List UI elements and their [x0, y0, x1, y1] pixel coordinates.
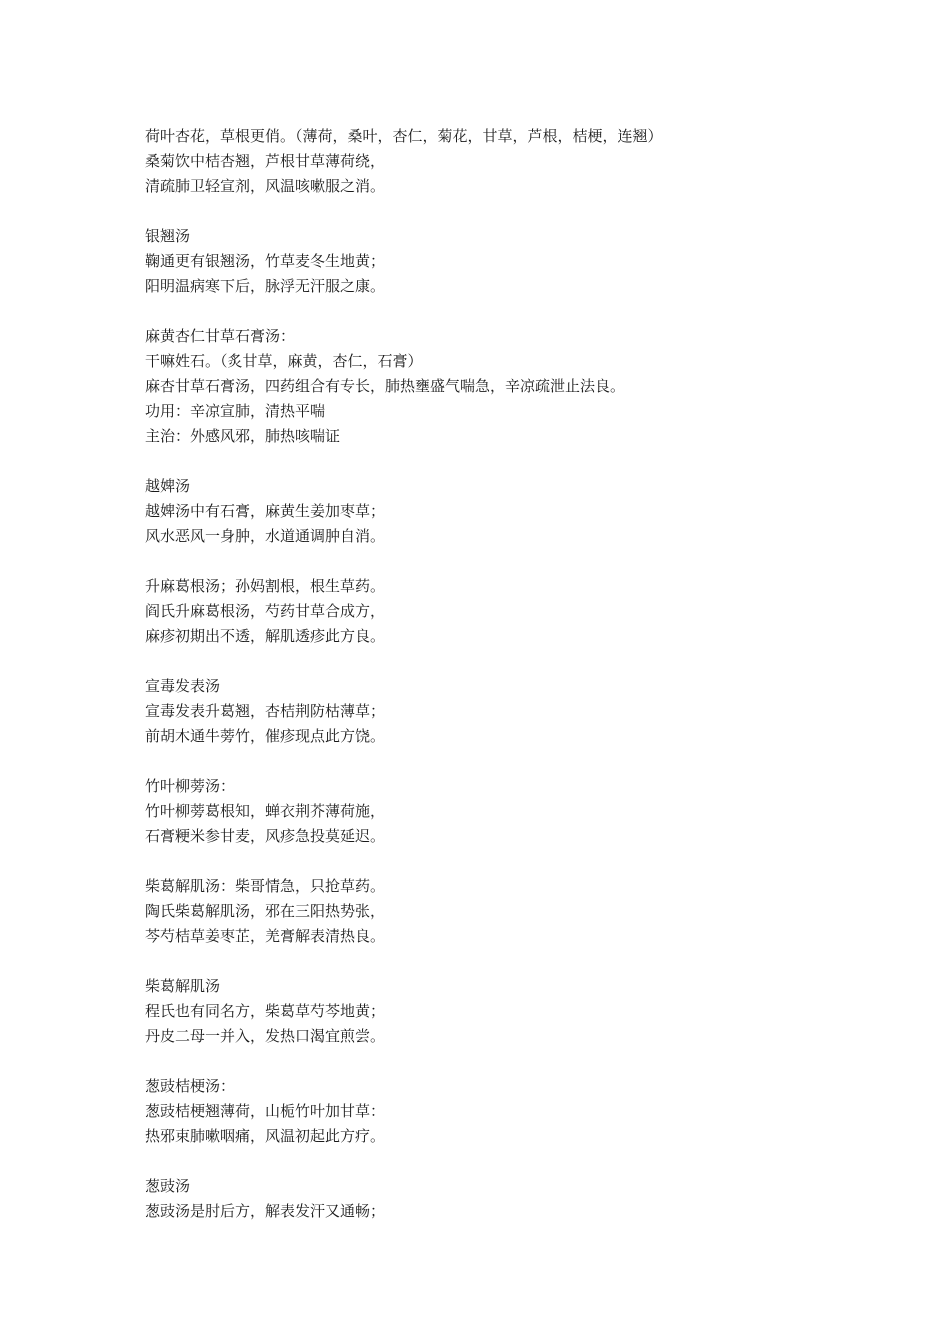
document-page	[145, 124, 925, 1249]
paragraph-maxing	[145, 324, 925, 449]
text-line: 宣毒发表升葛翘，杏桔荆防枯薄草；	[145, 702, 386, 720]
section-heading: 柴葛解肌汤	[145, 977, 221, 995]
paragraph-chaige-tao	[145, 874, 925, 949]
paragraph-sangju	[145, 124, 925, 199]
text-line: 热邪束肺嗽咽痛，风温初起此方疗。	[145, 1127, 386, 1145]
text-line: 桑菊饮中桔杏翘，芦根甘草薄荷绕，	[145, 152, 386, 170]
text-line: 风水恶风一身肿，水道通调肿自消。	[145, 527, 386, 545]
paragraph-shengma	[145, 574, 925, 649]
text-line: 干嘛姓石。（炙甘草，麻黄，杏仁，石膏）	[145, 352, 423, 370]
text-line: 越婢汤中有石膏，麻黄生姜加枣草；	[145, 502, 386, 520]
text-line: 阎氏升麻葛根汤，芍药甘草合成方，	[145, 602, 386, 620]
paragraph-zhuye	[145, 774, 925, 849]
section-heading: 柴葛解肌汤：柴哥情急，只抢草药。	[145, 877, 386, 895]
paragraph-yinqiao	[145, 224, 925, 299]
paragraph-xuandu	[145, 674, 925, 749]
text-line: 麻疹初期出不透，解肌透疹此方良。	[145, 627, 386, 645]
text-line: 清疏肺卫轻宣剂，风温咳嗽服之消。	[145, 177, 386, 195]
section-heading: 越婢汤	[145, 477, 191, 495]
section-heading: 葱豉汤	[145, 1177, 191, 1195]
section-heading: 升麻葛根汤；孙妈割根，根生草药。	[145, 577, 386, 595]
section-heading: 麻黄杏仁甘草石膏汤：	[145, 327, 296, 345]
paragraph-congchi-jiegeng	[145, 1074, 925, 1149]
text-line: 葱豉桔梗翘薄荷，山栀竹叶加甘草：	[145, 1102, 386, 1120]
text-line: 陶氏柴葛解肌汤，邪在三阳热势张，	[145, 902, 386, 920]
text-line: 芩芍桔草姜枣芷，羌膏解表清热良。	[145, 927, 386, 945]
section-heading: 竹叶柳蒡汤：	[145, 777, 236, 795]
paragraph-chaige-cheng	[145, 974, 925, 1049]
text-line: 功用：辛凉宣肺，清热平喘	[145, 402, 326, 420]
section-heading: 葱豉桔梗汤：	[145, 1077, 236, 1095]
text-line: 程氏也有同名方，柴葛草芍芩地黄；	[145, 1002, 386, 1020]
section-heading: 银翘汤	[145, 227, 191, 245]
text-line: 鞠通更有银翘汤，竹草麦冬生地黄；	[145, 252, 386, 270]
paragraph-congchi	[145, 1174, 925, 1224]
text-line: 主治：外感风邪，肺热咳喘证	[145, 427, 341, 445]
text-line: 荷叶杏花，草根更俏。（薄荷，桑叶，杏仁，菊花，甘草，芦根，桔梗，连翘）	[145, 127, 663, 145]
text-line: 石膏粳米参甘麦，风疹急投莫延迟。	[145, 827, 386, 845]
paragraph-yuebi	[145, 474, 925, 549]
text-line: 竹叶柳蒡葛根知，蝉衣荆芥薄荷施，	[145, 802, 386, 820]
text-line: 麻杏甘草石膏汤，四药组合有专长，肺热壅盛气喘急，辛凉疏泄止法良。	[145, 377, 626, 395]
section-heading: 宣毒发表汤	[145, 677, 221, 695]
text-line: 阳明温病寒下后，脉浮无汗服之康。	[145, 277, 386, 295]
text-line: 葱豉汤是肘后方，解表发汗又通畅；	[145, 1202, 386, 1220]
text-line: 丹皮二母一并入，发热口渴宜煎尝。	[145, 1027, 386, 1045]
text-line: 前胡木通牛蒡竹，催疹现点此方饶。	[145, 727, 386, 745]
